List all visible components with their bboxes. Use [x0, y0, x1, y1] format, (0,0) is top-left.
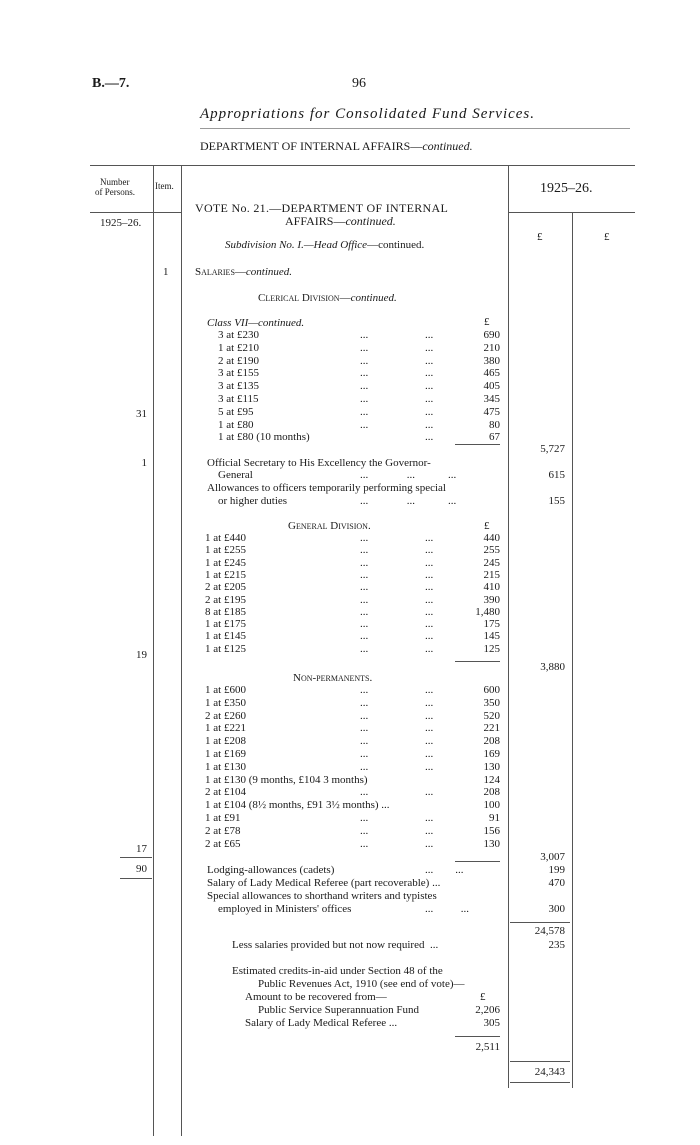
lmr-label: Salary of Lady Medical Referee ... — [245, 1017, 398, 1029]
general-row — [200, 643, 500, 656]
general-row-amount: 145 — [483, 630, 500, 643]
general-row-label: 1 at £125 — [205, 642, 246, 655]
nonperm-row-label: 1 at £91 — [205, 812, 241, 824]
lodging-amount: 199 — [548, 864, 565, 876]
nonperm-row-amount: 169 — [483, 748, 500, 760]
nonperm-sum-rule — [455, 861, 500, 862]
clerical-row — [200, 342, 500, 355]
clerical-row-amount: 210 — [483, 341, 500, 354]
nonperm-row-amount: 600 — [483, 684, 500, 696]
leader-dots: ... — [425, 812, 434, 824]
lady-label: Salary of Lady Medical Referee (part recoverable) ... — [207, 877, 441, 889]
vote-title-1: VOTE No. 21.—DEPARTMENT OF INTERNAL — [195, 201, 449, 215]
leader-dots: ... — [425, 684, 434, 696]
department-cont: continued. — [422, 139, 473, 153]
header-rule-right — [508, 212, 635, 213]
special-amount: 300 — [548, 903, 565, 915]
general-row-amount: 215 — [483, 568, 500, 581]
subtotal-rule — [510, 922, 570, 923]
vote-title-cont: continued. — [345, 214, 396, 228]
persons-total-rule — [120, 878, 152, 879]
clerical-row-label: 1 at £210 — [218, 341, 259, 354]
general-row-label: 8 at £185 — [205, 605, 246, 618]
vote-title-affairs: AFFAIRS— — [285, 214, 346, 228]
clerical-row-amount: 475 — [483, 405, 500, 418]
vote-title-2 — [285, 214, 396, 229]
nonperm-row-amount: 124 — [483, 773, 500, 786]
less-label: Less salaries provided but not now required ... — [232, 939, 439, 951]
general-row — [200, 544, 500, 557]
nonperm-row-label: 2 at £65 — [205, 837, 241, 850]
leader-dots: ... — [425, 380, 434, 393]
general-heading: General Division. — [288, 520, 371, 532]
clerical-heading — [258, 292, 397, 304]
leader-dots: ... — [360, 696, 369, 709]
general-row-amount: 410 — [483, 581, 500, 594]
number-header-1: Number — [100, 177, 130, 187]
class-label: Class VII—continued. — [207, 317, 305, 329]
general-row-label: 1 at £215 — [205, 568, 246, 581]
leader-dots: ... — [425, 354, 434, 367]
subdivision-cont: —continued. — [367, 239, 425, 251]
col-divider-number — [153, 166, 154, 1136]
clerical-row — [200, 367, 500, 380]
clerical-row — [200, 419, 500, 432]
leader-dots: ... — [360, 812, 369, 824]
clerical-row-label: 5 at £95 — [218, 405, 254, 418]
clerical-total: 5,727 — [540, 443, 565, 455]
leader-dots: ... — [360, 341, 369, 354]
nonperm-row-label: 1 at £221 — [205, 722, 246, 735]
special-line2: employed in Ministers' offices — [218, 903, 352, 915]
leader-dots: ... — [425, 735, 434, 748]
salaries-label: Salaries— — [195, 266, 246, 278]
year-header: 1925–26. — [540, 181, 593, 196]
department-heading — [200, 139, 473, 154]
clerical-row-label: 3 at £135 — [218, 380, 259, 393]
general-row-label: 1 at £245 — [205, 556, 246, 569]
subtotal: 24,578 — [534, 925, 565, 937]
general-row-label: 1 at £255 — [205, 544, 246, 557]
allowances-line2: or higher duties — [218, 495, 288, 507]
leader-dots: ... — [360, 837, 369, 850]
clerical-cont: continued. — [350, 292, 397, 304]
nonperm-row-amount: 156 — [483, 824, 500, 837]
leader-dots: ... — [425, 748, 434, 760]
leader-dots: ... — [425, 329, 434, 341]
official-dots: ... ... ... — [360, 469, 457, 481]
leader-dots: ... — [425, 760, 434, 773]
nonperm-row-label: 1 at £104 (8½ months, £91 3½ months) ... — [205, 799, 390, 812]
general-pound: £ — [484, 520, 490, 532]
leader-dots: ... — [360, 354, 369, 367]
leader-dots: ... — [360, 380, 369, 393]
nonperm-total: 3,007 — [540, 851, 565, 863]
leader-dots: ... — [360, 544, 369, 557]
page-code: B.—7. — [92, 76, 130, 91]
clerical-sum-rule — [455, 444, 500, 445]
col-divider-item — [181, 166, 182, 1136]
official-persons: 1 — [141, 457, 147, 469]
nonperm-row-label: 2 at £78 — [205, 824, 241, 837]
credits-pound: £ — [480, 991, 486, 1003]
credits-line3: Amount to be recovered from— — [245, 991, 387, 1003]
nonperm-row-label: 1 at £350 — [205, 696, 246, 709]
leader-dots: ... — [360, 418, 369, 431]
nonperm-row-amount: 130 — [483, 760, 500, 773]
general-row-label: 2 at £195 — [205, 593, 246, 606]
page-number: 96 — [352, 76, 366, 91]
lmr-amount: 305 — [483, 1017, 500, 1029]
official-line2: General — [218, 469, 253, 481]
leader-dots: ... — [360, 786, 369, 799]
general-persons: 19 — [136, 649, 147, 661]
leader-dots: ... — [360, 405, 369, 418]
nonperm-row — [200, 825, 500, 838]
general-row — [200, 532, 500, 545]
clerical-row — [200, 355, 500, 368]
year-left: 1925–26. — [100, 217, 142, 229]
clerical-row-label: 2 at £190 — [218, 354, 259, 367]
leader-dots: ... — [360, 532, 369, 544]
leader-dots: ... — [360, 630, 369, 643]
lodging-label: Lodging-allowances (cadets) — [207, 864, 335, 876]
clerical-row-amount: 80 — [489, 418, 500, 431]
lady-amount: 470 — [548, 877, 565, 889]
clerical-row — [200, 393, 500, 406]
nonperm-row-amount: 520 — [483, 709, 500, 722]
credits-line1: Estimated credits-in-aid under Section 48 of the — [232, 965, 443, 977]
final-rule-bottom — [510, 1082, 570, 1083]
page-title: Appropriations for Consolidated Fund Services. — [200, 106, 536, 122]
general-row — [200, 581, 500, 594]
clerical-pound: £ — [484, 316, 490, 328]
general-row — [200, 618, 500, 631]
leader-dots: ... — [360, 568, 369, 581]
general-row-label: 1 at £145 — [205, 630, 246, 643]
credits-sum-rule — [455, 1036, 500, 1037]
persons-sum-rule — [120, 857, 152, 858]
leader-dots: ... — [425, 605, 434, 618]
nonperm-row-label: 1 at £600 — [205, 684, 246, 696]
total-persons: 90 — [136, 863, 147, 875]
nonperm-row-label: 2 at £104 — [205, 786, 246, 799]
lodging-dots: ... ... — [425, 864, 464, 876]
general-row-amount: 1,480 — [475, 605, 500, 618]
nonperm-row-label: 1 at £208 — [205, 735, 246, 748]
final-rule-top — [510, 1061, 570, 1062]
general-row-amount: 440 — [483, 532, 500, 544]
leader-dots: ... — [360, 329, 369, 341]
official-line1: Official Secretary to His Excellency the Governor- — [207, 457, 431, 469]
col-divider-amount — [508, 166, 509, 1088]
nonperm-row-amount: 100 — [483, 799, 500, 812]
leader-dots: ... — [425, 837, 434, 850]
item-number: 1 — [163, 266, 169, 278]
clerical-persons: 31 — [136, 408, 147, 420]
general-sum-rule — [455, 661, 500, 662]
general-row — [200, 606, 500, 619]
allowances-dots: ... ... ... — [360, 495, 457, 507]
nonperm-row — [200, 735, 500, 748]
special-line1: Special allowances to shorthand writers and typistes — [207, 890, 437, 902]
nonperm-row-amount: 130 — [483, 837, 500, 850]
leader-dots: ... — [425, 367, 434, 380]
general-row — [200, 569, 500, 582]
leader-dots: ... — [425, 556, 434, 569]
clerical-row-amount: 67 — [489, 431, 500, 444]
general-row-label: 1 at £175 — [205, 618, 246, 631]
nonperm-persons: 17 — [136, 843, 147, 855]
official-amount: 615 — [548, 469, 565, 481]
leader-dots: ... — [360, 367, 369, 380]
leader-dots: ... — [425, 824, 434, 837]
general-row-label: 2 at £205 — [205, 581, 246, 594]
clerical-row-label: 3 at £115 — [218, 393, 259, 405]
nonperm-row — [200, 748, 500, 761]
subdivision-heading — [225, 239, 424, 251]
leader-dots: ... — [360, 393, 369, 405]
leader-dots: ... — [360, 593, 369, 606]
special-dots: ... ... — [425, 903, 469, 915]
pound-col-1: £ — [537, 231, 543, 243]
leader-dots: ... — [360, 581, 369, 594]
leader-dots: ... — [360, 760, 369, 773]
clerical-row-label: 1 at £80 (10 months) — [218, 431, 310, 444]
allowances-line1: Allowances to officers temporarily performing special — [207, 482, 446, 494]
clerical-row — [200, 329, 500, 342]
leader-dots: ... — [425, 618, 434, 631]
leader-dots: ... — [425, 581, 434, 594]
col-divider-inner — [572, 213, 573, 1088]
nonperm-row-label: 1 at £130 — [205, 760, 246, 773]
nonperm-row — [200, 697, 500, 710]
general-row-amount: 245 — [483, 556, 500, 569]
leader-dots: ... — [425, 709, 434, 722]
clerical-row-amount: 405 — [483, 380, 500, 393]
leader-dots: ... — [425, 418, 434, 431]
general-row-amount: 390 — [483, 593, 500, 606]
allowances-amount: 155 — [548, 495, 565, 507]
nonperm-heading: Non-permanents. — [293, 672, 373, 684]
leader-dots: ... — [425, 696, 434, 709]
leader-dots: ... — [360, 824, 369, 837]
nonperm-row — [200, 774, 500, 787]
leader-dots: ... — [425, 393, 434, 405]
less-text: Less salaries provided but not now required — [232, 939, 425, 951]
leader-dots: ... — [425, 544, 434, 557]
nonperm-row — [200, 761, 500, 774]
nonperm-row-label: 1 at £130 (9 months, £104 3 months) — [205, 773, 368, 786]
clerical-row — [200, 406, 500, 419]
leader-dots: ... — [425, 722, 434, 735]
general-row — [200, 557, 500, 570]
general-row — [200, 594, 500, 607]
nonperm-row — [200, 684, 500, 697]
psf-label: Public Service Superannuation Fund — [258, 1004, 420, 1016]
general-row — [200, 630, 500, 643]
clerical-row-label: 3 at £155 — [218, 367, 259, 380]
item-header: Item. — [155, 181, 174, 191]
salaries-heading — [195, 266, 292, 278]
nonperm-row-amount: 208 — [483, 786, 500, 799]
nonperm-row — [200, 838, 500, 851]
less-amount: 235 — [548, 939, 565, 951]
leader-dots: ... — [360, 684, 369, 696]
general-total: 3,880 — [540, 661, 565, 673]
credits-line2: Public Revenues Act, 1910 (see end of vote)— — [258, 978, 465, 990]
salaries-cont: continued. — [245, 266, 293, 278]
leader-dots: ... — [425, 568, 434, 581]
leader-dots: ... — [425, 786, 434, 799]
clerical-row-amount: 380 — [483, 354, 500, 367]
leader-dots: ... — [425, 630, 434, 643]
nonperm-row-label: 1 at £169 — [205, 748, 246, 760]
clerical-row-amount: 465 — [483, 367, 500, 380]
leader-dots: ... — [360, 556, 369, 569]
nonperm-row — [200, 812, 500, 825]
nonperm-row — [200, 710, 500, 723]
title-rule — [200, 128, 630, 129]
pound-col-2: £ — [604, 231, 610, 243]
clerical-row-label: 3 at £230 — [218, 329, 259, 341]
leader-dots: ... — [425, 642, 434, 655]
leader-dots: ... — [425, 532, 434, 544]
final-total: 24,343 — [534, 1066, 565, 1078]
psf-amount: 2,206 — [475, 1004, 500, 1016]
leader-dots: ... — [360, 618, 369, 631]
department-name: DEPARTMENT OF INTERNAL AFFAIRS— — [200, 139, 423, 153]
subdivision-label: Subdivision No. I.—Head Office — [225, 239, 368, 251]
clerical-row-amount: 690 — [483, 329, 500, 341]
leader-dots: ... — [360, 735, 369, 748]
credits-total: 2,511 — [475, 1041, 500, 1053]
clerical-label: Clerical Division— — [258, 292, 351, 304]
general-row-label: 1 at £440 — [205, 532, 246, 544]
nonperm-row — [200, 722, 500, 735]
nonperm-row-amount: 91 — [489, 812, 500, 824]
nonperm-row-amount: 221 — [483, 722, 500, 735]
nonperm-row-label: 2 at £260 — [205, 709, 246, 722]
leader-dots: ... — [360, 748, 369, 760]
general-row-amount: 255 — [483, 544, 500, 557]
nonperm-row — [200, 799, 500, 812]
table-top-rule — [90, 165, 635, 166]
number-header-2: of Persons. — [95, 187, 135, 197]
leader-dots: ... — [425, 431, 434, 444]
leader-dots: ... — [425, 405, 434, 418]
nonperm-row-amount: 208 — [483, 735, 500, 748]
header-rule-left — [90, 212, 182, 213]
nonperm-row — [200, 786, 500, 799]
leader-dots: ... — [360, 642, 369, 655]
leader-dots: ... — [360, 722, 369, 735]
clerical-row — [200, 380, 500, 393]
clerical-row-amount: 345 — [483, 393, 500, 405]
leader-dots: ... — [360, 605, 369, 618]
nonperm-row-amount: 350 — [483, 696, 500, 709]
clerical-row-label: 1 at £80 — [218, 418, 254, 431]
leader-dots: ... — [360, 709, 369, 722]
general-row-amount: 175 — [483, 618, 500, 631]
leader-dots: ... — [425, 341, 434, 354]
leader-dots: ... — [425, 593, 434, 606]
general-row-amount: 125 — [483, 642, 500, 655]
clerical-row — [200, 431, 500, 444]
